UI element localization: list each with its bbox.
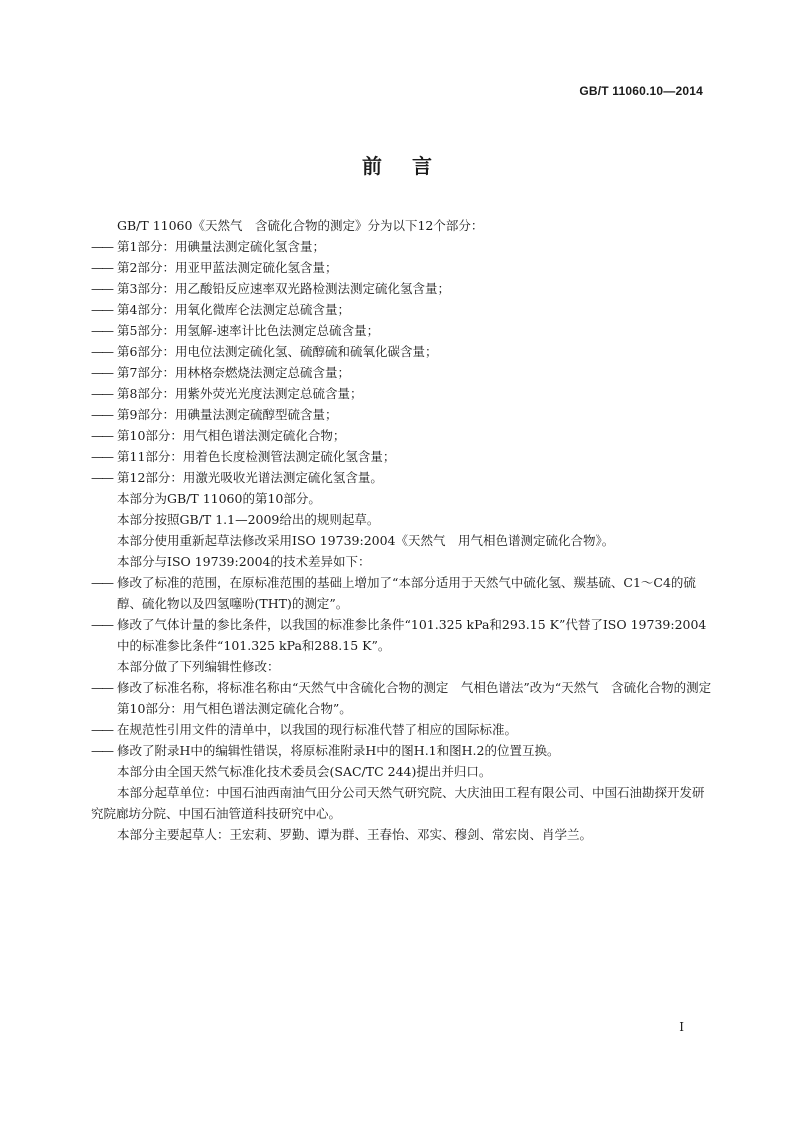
tech-diff-item-text: 修改了标准的范围，在原标准范围的基础上增加了“本部分适用于天然气中硫化氢、羰基硫、C1～C4的硫醇、硫化物以及四氢噻吩(THT)的测定”。 xyxy=(117,575,696,611)
editorial-item xyxy=(91,740,713,761)
part-item-text: 第2部分：用亚甲蓝法测定硫化氢含量； xyxy=(117,260,338,275)
tech-diff-item xyxy=(91,614,713,656)
part-item-text: 第10部分：用气相色谱法测定硫化合物； xyxy=(117,428,346,443)
dash-marker: —— xyxy=(91,323,112,338)
part-item-text: 第7部分：用林格奈燃烧法测定总硫含量； xyxy=(117,365,350,380)
dash-marker: —— xyxy=(91,260,112,275)
dash-marker: —— xyxy=(91,449,112,464)
drafters-statement: 本部分主要起草人：王宏莉、罗勤、谭为群、王春怡、邓实、穆剑、常宏岗、肖学兰。 xyxy=(117,827,593,842)
editorial-item-text: 修改了标准名称，将标准名称由“天然气中含硫化合物的测定 气相色谱法”改为“天然气 含硫化合物的测定 第10部分：用气相色谱法测定硫化合物”。 xyxy=(117,680,724,716)
tech-diff-intro: 本部分与ISO 19739:2004的技术差异如下： xyxy=(117,554,371,569)
tech-diff-item-text: 修改了气体计量的参比条件，以我国的标准参比条件“101.325 kPa和293.15 K”代替了ISO 19739:2004中的标准参比条件“101.325 kPa和288.15 K”。 xyxy=(117,617,707,653)
part-item xyxy=(91,320,713,341)
dash-marker: —— xyxy=(91,407,112,422)
part-of-statement: 本部分为GB/T 11060的第10部分。 xyxy=(117,491,321,506)
part-item xyxy=(91,425,713,446)
part-item-text: 第3部分：用乙酸铅反应速率双光路检测法测定硫化氢含量； xyxy=(117,281,450,296)
part-item-text: 第8部分：用紫外荧光光度法测定总硫含量； xyxy=(117,386,363,401)
editorial-list xyxy=(91,677,724,761)
part-item-text: 第1部分：用碘量法测定硫化氢含量； xyxy=(117,239,325,254)
part-item xyxy=(91,278,713,299)
tech-diff-list xyxy=(91,572,713,656)
dash-marker: —— xyxy=(91,281,112,296)
dash-marker: —— xyxy=(91,680,112,695)
part-item xyxy=(91,299,713,320)
dash-marker: —— xyxy=(91,386,112,401)
part-item-text: 第12部分：用激光吸收光谱法测定硫化氢含量。 xyxy=(117,470,383,485)
dash-marker: —— xyxy=(91,743,112,758)
part-item-text: 第5部分：用氢解-速率计比色法测定总硫含量； xyxy=(117,323,380,338)
part-item xyxy=(91,404,713,425)
editorial-item xyxy=(91,677,724,719)
dash-marker: —— xyxy=(91,575,112,590)
editorial-intro: 本部分做了下列编辑性修改： xyxy=(117,659,280,674)
parts-list xyxy=(91,236,713,488)
tech-diff-item xyxy=(91,572,713,614)
editorial-item xyxy=(91,719,713,740)
part-item xyxy=(91,257,713,278)
part-item xyxy=(91,383,713,404)
editorial-item-text: 修改了附录H中的编辑性错误，将原标准附录H中的图H.1和图H.2的位置互换。 xyxy=(117,743,560,758)
intro-line: GB/T 11060《天然气 含硫化合物的测定》分为以下12个部分： xyxy=(117,218,484,233)
foreword-body xyxy=(91,215,724,845)
part-item xyxy=(91,341,713,362)
dash-marker: —— xyxy=(91,344,112,359)
part-item-text: 第4部分：用氧化微库仑法测定总硫含量； xyxy=(117,302,350,317)
part-item xyxy=(91,236,713,257)
proposed-by-statement: 本部分由全国天然气标准化技术委员会(SAC/TC 244)提出并归口。 xyxy=(117,764,492,779)
drafting-units-statement: 本部分起草单位：中国石油西南油气田分公司天然气研究院、大庆油田工程有限公司、中国石油勘探开发研究院廊坊分院、中国石油管道科技研究中心。 xyxy=(91,785,705,821)
part-item-text: 第9部分：用碘量法测定硫醇型硫含量； xyxy=(117,407,338,422)
drafting-rules-statement: 本部分按照GB/T 1.1—2009给出的规则起草。 xyxy=(117,512,380,527)
redrafting-statement: 本部分使用重新起草法修改采用ISO 19739:2004《天然气 用气相色谱测定硫化合物》。 xyxy=(117,533,615,548)
dash-marker: —— xyxy=(91,470,112,485)
dash-marker: —— xyxy=(91,365,112,380)
part-item xyxy=(91,362,713,383)
part-item-text: 第6部分：用电位法测定硫化氢、硫醇硫和硫氧化碳含量； xyxy=(117,344,438,359)
editorial-item-text: 在规范性引用文件的清单中，以我国的现行标准代替了相应的国际标准。 xyxy=(117,722,518,737)
part-item xyxy=(91,446,713,467)
page-number: I xyxy=(679,1020,684,1034)
dash-marker: —— xyxy=(91,617,112,632)
part-item xyxy=(91,467,713,488)
dash-marker: —— xyxy=(91,722,112,737)
dash-marker: —— xyxy=(91,239,112,254)
part-item-text: 第11部分：用着色长度检测管法测定硫化氢含量； xyxy=(117,449,396,464)
dash-marker: —— xyxy=(91,428,112,443)
page-title: 前言 xyxy=(362,154,462,178)
dash-marker: —— xyxy=(91,302,112,317)
standard-code: GB/T 11060.10—2014 xyxy=(579,84,703,98)
